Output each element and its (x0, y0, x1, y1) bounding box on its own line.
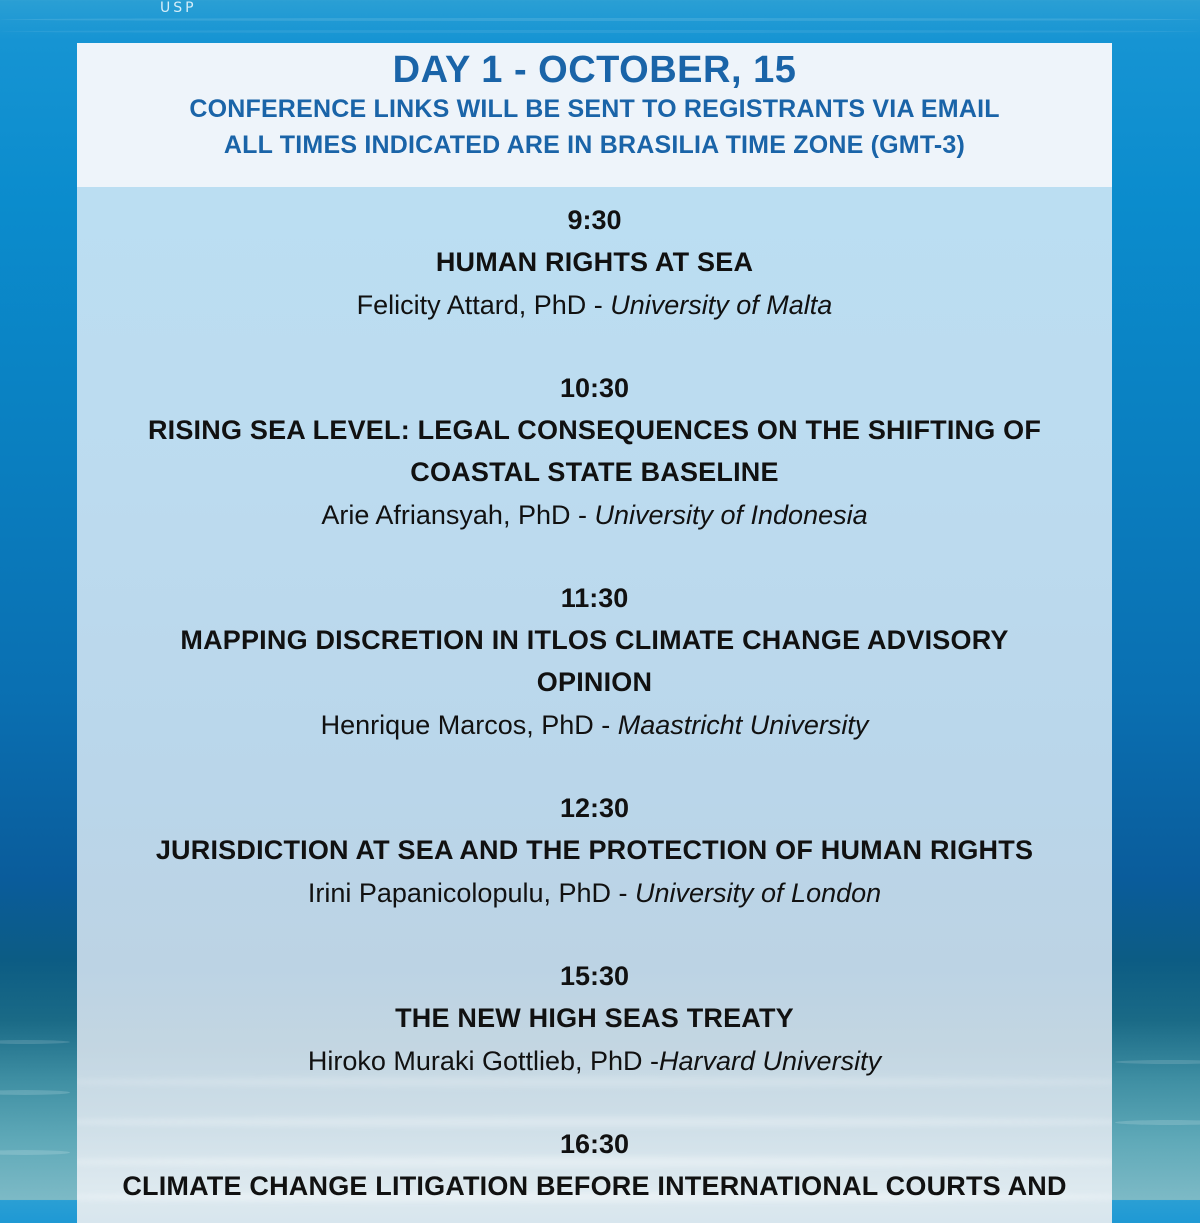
speaker-affiliation: University of London (635, 878, 882, 908)
session-title: MAPPING DISCRETION IN ITLOS CLIMATE CHANGE ADVISORY (180, 625, 1009, 655)
session-item (77, 199, 1112, 327)
links-notice: CONFERENCE LINKS WILL BE SENT TO REGISTRANTS VIA EMAIL (189, 95, 1000, 123)
water-texture (0, 1150, 70, 1155)
water-texture (0, 18, 1200, 21)
session-item (77, 577, 1112, 747)
speaker-affiliation: Maastricht University (617, 710, 869, 740)
water-texture (0, 30, 1200, 33)
day-title: DAY 1 - OCTOBER, 15 (392, 49, 797, 91)
speaker-name: Felicity Attard, PhD - (356, 290, 611, 320)
speaker-affiliation: University of Indonesia (594, 500, 868, 530)
session-speaker (77, 871, 1112, 915)
speaker-name: Irini Papanicolopulu, PhD - (307, 878, 636, 908)
brand-label: USP (160, 0, 197, 16)
session-speaker (77, 493, 1112, 537)
timezone-notice: ALL TIMES INDICATED ARE IN BRASILIA TIME ZONE (GMT-3) (223, 131, 966, 159)
session-time: 15:30 (559, 961, 630, 991)
session-speaker (77, 283, 1112, 327)
session-time: 16:30 (559, 1129, 630, 1159)
session-title-cont: COASTAL STATE BASELINE (410, 457, 779, 487)
session-item (77, 955, 1112, 1083)
session-speaker (77, 703, 1112, 747)
session-time: 9:30 (567, 205, 622, 235)
speaker-affiliation: Harvard University (659, 1046, 882, 1076)
speaker-name: Arie Afriansyah, PhD - (321, 500, 595, 530)
session-time: 10:30 (559, 373, 630, 403)
water-texture (1115, 1060, 1200, 1064)
schedule-panel (77, 43, 1112, 1223)
session-title: THE NEW HIGH SEAS TREATY (395, 1003, 794, 1033)
session-item (77, 367, 1112, 537)
session-time: 11:30 (560, 583, 629, 613)
speaker-affiliation: University of Malta (610, 290, 833, 320)
schedule-header (77, 43, 1112, 187)
schedule-body (77, 187, 1112, 1223)
speaker-name: Hiroko Muraki Gottlieb, PhD - (307, 1046, 660, 1076)
session-item (77, 787, 1112, 915)
water-texture (0, 1040, 70, 1044)
session-speaker (77, 1039, 1112, 1083)
session-title: JURISDICTION AT SEA AND THE PROTECTION OF HUMAN RIGHTS (155, 835, 1034, 865)
water-texture (0, 1090, 70, 1095)
speaker-name: Henrique Marcos, PhD - (320, 710, 618, 740)
session-time: 12:30 (559, 793, 630, 823)
water-texture (1115, 1120, 1200, 1125)
session-title: CLIMATE CHANGE LITIGATION BEFORE INTERNATIONAL COURTS AND (122, 1171, 1067, 1201)
session-title-cont: OPINION (536, 667, 653, 697)
session-title: RISING SEA LEVEL: LEGAL CONSEQUENCES ON THE SHIFTING OF (147, 415, 1042, 445)
session-title: HUMAN RIGHTS AT SEA (435, 247, 754, 277)
session-item (77, 1123, 1112, 1207)
